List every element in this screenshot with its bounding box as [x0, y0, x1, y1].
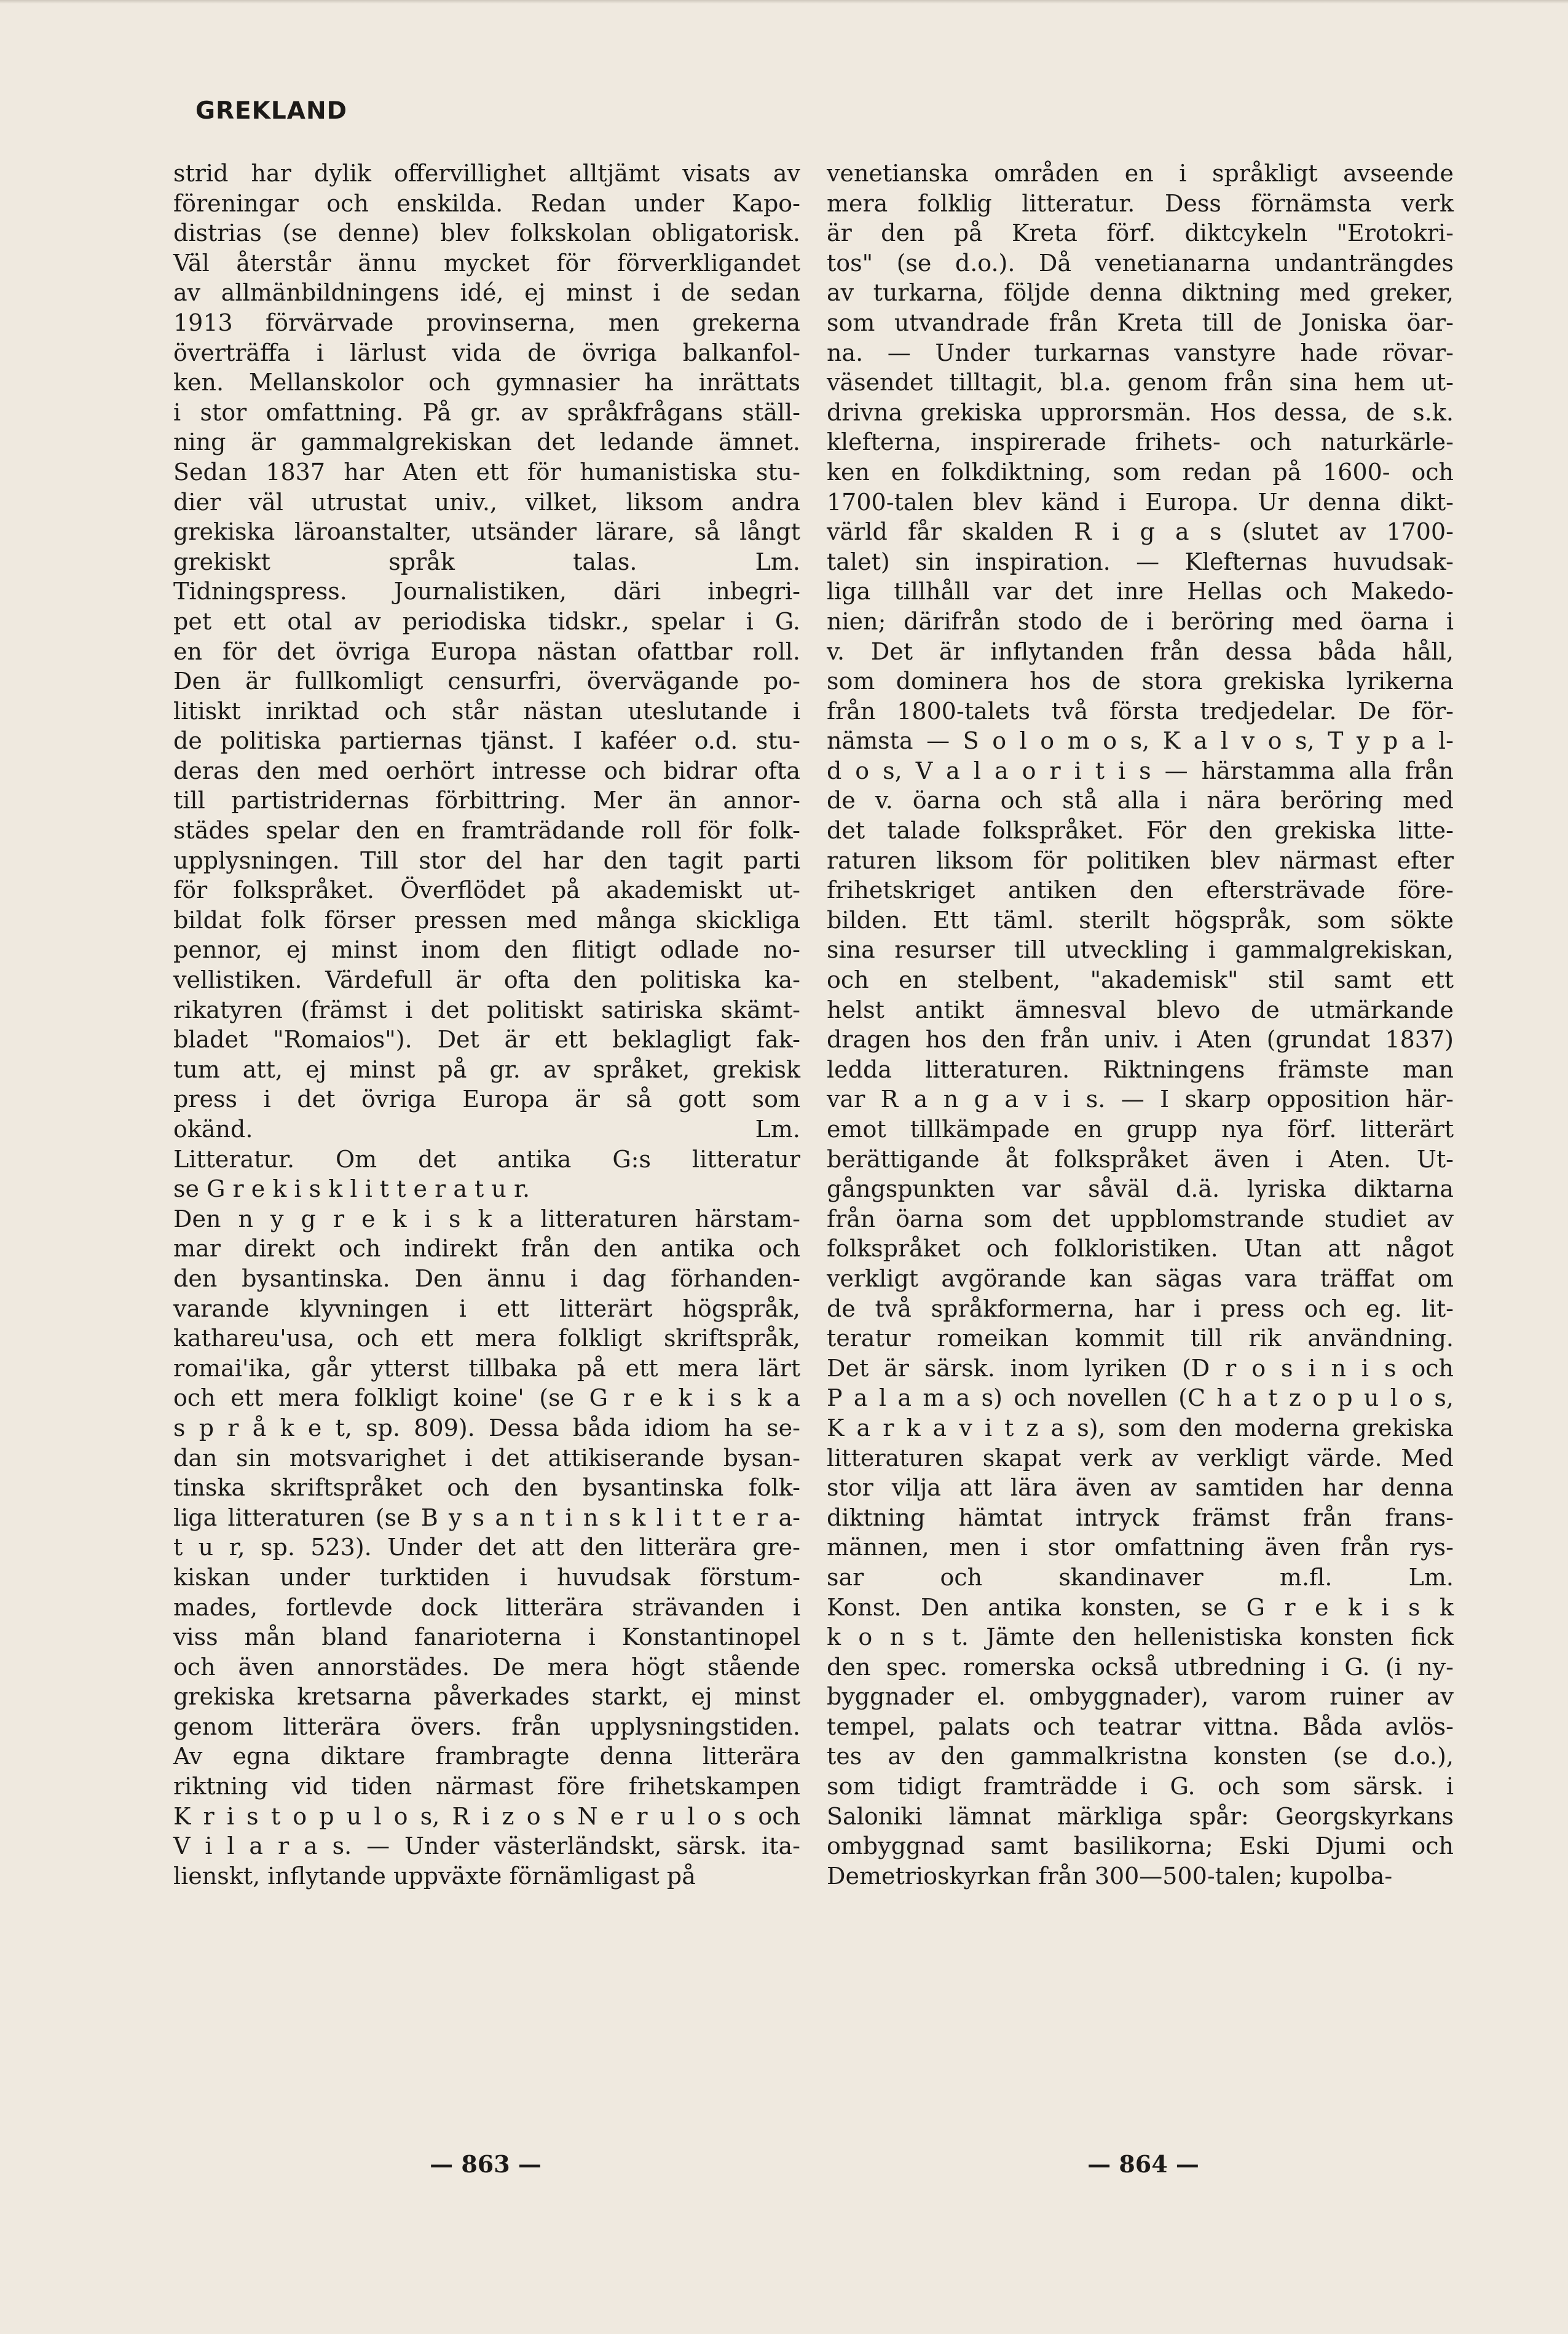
text-line: den bysantinska. Den ännu i dag förhanden-: [173, 1264, 800, 1292]
text-line: teratur romeikan kommit till rik användning.: [827, 1325, 1454, 1352]
text-line: ken. Mellanskolor och gymnasier ha inrättats: [173, 369, 800, 396]
text-line: från öarna som det uppblomstrande studiet av: [827, 1205, 1454, 1232]
text-line: Sedan 1837 har Aten ett för humanistiska stu-: [173, 458, 800, 486]
text-line: vellistiken. Värdefull är ofta den politiska ka-: [173, 966, 800, 994]
text-line: grekiskt språk talas. Lm.: [173, 548, 800, 575]
text-line: tinska skriftspråket och den bysantinska folk-: [173, 1474, 800, 1502]
text-line: Saloniki lämnat märkliga spår: Georgskyrkans: [827, 1802, 1454, 1830]
text-line: mades, fortlevde dock litterära strävanden i: [173, 1593, 800, 1621]
text-line: V i l a r a s. — Under västerländskt, särsk. ita-: [173, 1832, 800, 1860]
text-line: litiskt inriktad och står nästan uteslutande i: [173, 697, 800, 725]
text-line: grekiska kretsarna påverkades starkt, ej minst: [173, 1683, 800, 1711]
text-line: de v. öarna och stå alla i nära beröring med: [827, 787, 1454, 814]
text-line: v. Det är inflytanden från dessa båda håll,: [827, 637, 1454, 665]
text-line: de två språkformerna, har i press och eg. lit-: [827, 1295, 1454, 1322]
text-line: Demetrioskyrkan från 300—500-talen; kupolba-: [827, 1862, 1393, 1890]
text-line: tes av den gammalkristna konsten (se d.o.),: [827, 1743, 1454, 1770]
text-line: se G r e k i s k l i t t e r a t u r.: [173, 1175, 530, 1203]
text-line: männen, men i stor omfattning även från rys-: [827, 1534, 1454, 1561]
text-line: det talade folkspråket. För den grekiska litte-: [827, 817, 1454, 845]
text-line: deras den med oerhört intresse och bidrar ofta: [173, 757, 800, 784]
text-line: berättigande åt folkspråket även i Aten. Ut-: [827, 1145, 1454, 1173]
page-number-left: — 863 —: [430, 2150, 542, 2178]
text-line: genom litterära övers. från upplysningstiden.: [173, 1713, 800, 1740]
text-line: nien; därifrån stodo de i beröring med öarna i: [827, 607, 1454, 635]
page-edge: [0, 0, 1568, 4]
text-line: diktning hämtat intryck främst från frans-: [827, 1504, 1454, 1531]
text-line: tum att, ej minst på gr. av språket, grekisk: [173, 1055, 800, 1083]
text-line: riktning vid tiden närmast före frihetskampen: [173, 1773, 800, 1800]
text-line: städes spelar den en framträdande roll för folk-: [173, 817, 800, 845]
text-line: 1913 förvärvade provinserna, men grekerna: [173, 309, 800, 336]
text-line: nämsta — S o l o m o s, K a l v o s, T y p a l-: [827, 727, 1454, 755]
text-line: för folkspråket. Överflödet på akademiskt ut-: [173, 877, 800, 904]
text-line: varande klyvningen i ett litterärt högspråk,: [173, 1295, 800, 1322]
text-line: överträffa i lärlust vida de övriga balkanfol-: [173, 339, 800, 366]
text-line: upplysningen. Till stor del har den tagit parti: [173, 846, 800, 874]
text-line: k o n s t. Jämte den hellenistiska konsten fick: [827, 1623, 1454, 1651]
text-line: Det är särsk. inom lyriken (D r o s i n i s och: [827, 1354, 1454, 1382]
text-line: drivna grekiska upprorsmän. Hos dessa, de s.k.: [827, 398, 1454, 426]
text-line: pet ett otal av periodiska tidskr., spelar i G.: [173, 607, 800, 635]
text-line: s p r å k e t, sp. 809). Dessa båda idiom ha se-: [173, 1414, 800, 1441]
text-line: byggnader el. ombyggnader), varom ruiner av: [827, 1683, 1454, 1711]
text-line: strid har dylik offervillighet alltjämt visats av: [173, 160, 800, 187]
text-line: kiskan under turktiden i huvudsak förstum-: [173, 1563, 800, 1591]
text-line: de politiska partiernas tjänst. I kaféer o.d. stu-: [173, 727, 800, 755]
text-line: Litteratur. Om det antika G:s litteratur: [173, 1145, 800, 1173]
text-line: i stor omfattning. På gr. av språkfrågans ställ-: [173, 398, 800, 426]
text-line: och även annorstädes. De mera högt stående: [173, 1653, 800, 1681]
text-line: ning är gammalgrekiskan det ledande ämnet.: [173, 428, 800, 456]
text-line: venetianska områden en i språkligt avseende: [827, 160, 1454, 187]
text-line: dier väl utrustat univ., vilket, liksom andra: [173, 488, 800, 516]
text-line: var R a n g a v i s. — I skarp opposition här-: [827, 1086, 1454, 1113]
text-line: talet) sin inspiration. — Klefternas huvudsak-: [827, 548, 1454, 575]
text-line: tos" (se d.o.). Då venetianarna undanträngdes: [827, 249, 1454, 277]
text-line: okänd. Lm.: [173, 1116, 800, 1143]
text-line: lienskt, inflytande uppväxte förnämligast på: [173, 1862, 696, 1890]
text-line: väsendet tilltagit, bl.a. genom från sina hem ut-: [827, 369, 1454, 396]
text-line: och ett mera folkligt koine' (se G r e k i s k a: [173, 1384, 800, 1412]
text-line: av turkarna, följde denna diktning med greker,: [827, 279, 1454, 307]
text-line: en för det övriga Europa nästan ofattbar roll.: [173, 637, 800, 665]
text-line: Den n y g r e k i s k a litteraturen härstam-: [173, 1205, 800, 1232]
text-line: till partistridernas förbittring. Mer än annor-: [173, 787, 800, 814]
right-column: [827, 159, 1454, 1891]
text-line: pennor, ej minst inom den flitigt odlade no-: [173, 936, 800, 964]
left-column: [173, 159, 800, 1891]
text-line: grekiska läroanstalter, utsänder lärare, så långt: [173, 518, 800, 546]
text-line: och en stelbent, "akademisk" stil samt ett: [827, 966, 1454, 994]
text-line: som dominera hos de stora grekiska lyrikerna: [827, 668, 1454, 695]
text-line: Konst. Den antika konsten, se G r e k i s k: [827, 1593, 1454, 1621]
text-line: som tidigt framträdde i G. och som särsk. i: [827, 1773, 1454, 1800]
text-line: mera folklig litteratur. Dess förnämsta verk: [827, 189, 1454, 217]
text-line: föreningar och enskilda. Redan under Kapo-: [173, 189, 800, 217]
text-line: ombyggnad samt basilikorna; Eski Djumi och: [827, 1832, 1454, 1860]
text-line: press i det övriga Europa är så gott som: [173, 1086, 800, 1113]
text-line: Av egna diktare frambragte denna litterära: [173, 1743, 800, 1770]
text-line: tempel, palats och teatrar vittna. Båda avlös-: [827, 1713, 1454, 1740]
text-line: dan sin motsvarighet i det attikiserande bysan-: [173, 1444, 800, 1472]
text-line: Tidningspress. Journalistiken, däri inbegri-: [173, 578, 800, 605]
text-line: av allmänbildningens idé, ej minst i de sedan: [173, 279, 800, 307]
text-line: från 1800-talets två första tredjedelar. De för-: [827, 697, 1454, 725]
text-line: kathareu'usa, och ett mera folkligt skriftspråk,: [173, 1325, 800, 1352]
text-line: värld får skalden R i g a s (slutet av 1700-: [827, 518, 1454, 546]
text-line: ken en folkdiktning, som redan på 1600- och: [827, 458, 1454, 486]
text-line: distrias (se denne) blev folkskolan obligatorisk.: [173, 219, 800, 247]
text-line: liga tillhåll var det inre Hellas och Makedo-: [827, 578, 1454, 605]
text-line: emot tillkämpade en grupp nya förf. litterärt: [827, 1116, 1454, 1143]
text-line: bladet "Romaios"). Det är ett beklagligt fak-: [173, 1026, 800, 1054]
text-line: den spec. romerska också utbredning i G. (i ny-: [827, 1653, 1454, 1681]
text-line: romai'ika, går ytterst tillbaka på ett mera lärt: [173, 1354, 800, 1382]
text-line: rikatyren (främst i det politiskt satiriska skämt-: [173, 996, 800, 1023]
text-line: litteraturen skapat verk av verkligt värde. Med: [827, 1444, 1454, 1472]
text-line: sina resurser till utveckling i gammalgrekiskan,: [827, 936, 1454, 964]
text-line: folkspråket och folkloristiken. Utan att något: [827, 1235, 1454, 1263]
text-line: bildat folk förser pressen med många skickliga: [173, 906, 800, 934]
text-line: ledda litteraturen. Riktningens främste man: [827, 1055, 1454, 1083]
text-line: Den är fullkomligt censurfri, övervägande po-: [173, 668, 800, 695]
text-line: är den på Kreta förf. diktcykeln "Erotokri-: [827, 219, 1454, 247]
text-line: klefterna, inspirerade frihets- och naturkärle-: [827, 428, 1454, 456]
text-line: K a r k a v i t z a s), som den moderna grekiska: [827, 1414, 1454, 1441]
text-line: stor vilja att lära även av samtiden har denna: [827, 1474, 1454, 1502]
text-line: verkligt avgörande kan sägas vara träffat om: [827, 1264, 1454, 1292]
text-line: gångspunkten var såväl d.ä. lyriska diktarna: [827, 1175, 1454, 1203]
text-line: bilden. Ett täml. sterilt högspråk, som sökte: [827, 906, 1454, 934]
text-line: P a l a m a s) och novellen (C h a t z o p u l o s,: [827, 1384, 1454, 1412]
text-line: K r i s t o p u l o s, R i z o s N e r u l o s och: [173, 1802, 800, 1830]
text-line: viss mån bland fanarioterna i Konstantinopel: [173, 1623, 800, 1651]
text-line: liga litteraturen (se B y s a n t i n s k l i t t e r a-: [173, 1504, 800, 1531]
text-line: d o s, V a l a o r i t i s — härstamma alla från: [827, 757, 1454, 784]
text-line: Väl återstår ännu mycket för förverkligandet: [173, 249, 800, 277]
text-line: helst antikt ämnesval blevo de utmärkande: [827, 996, 1454, 1023]
text-line: dragen hos den från univ. i Aten (grundat 1837): [827, 1026, 1454, 1054]
text-line: 1700-talen blev känd i Europa. Ur denna dikt-: [827, 488, 1454, 516]
text-line: sar och skandinaver m.fl. Lm.: [827, 1563, 1454, 1591]
text-line: som utvandrade från Kreta till de Joniska öar-: [827, 309, 1454, 336]
text-line: frihetskriget antiken den eftersträvade före-: [827, 877, 1454, 904]
text-line: na. — Under turkarnas vanstyre hade rövar-: [827, 339, 1454, 366]
page-number-right: — 864 —: [1087, 2150, 1199, 2178]
running-head: GREKLAND: [195, 97, 347, 125]
text-line: mar direkt och indirekt från den antika och: [173, 1235, 800, 1263]
text-line: raturen liksom för politiken blev närmast efter: [827, 846, 1454, 874]
text-line: t u r, sp. 523). Under det att den litterära gre-: [173, 1534, 800, 1561]
